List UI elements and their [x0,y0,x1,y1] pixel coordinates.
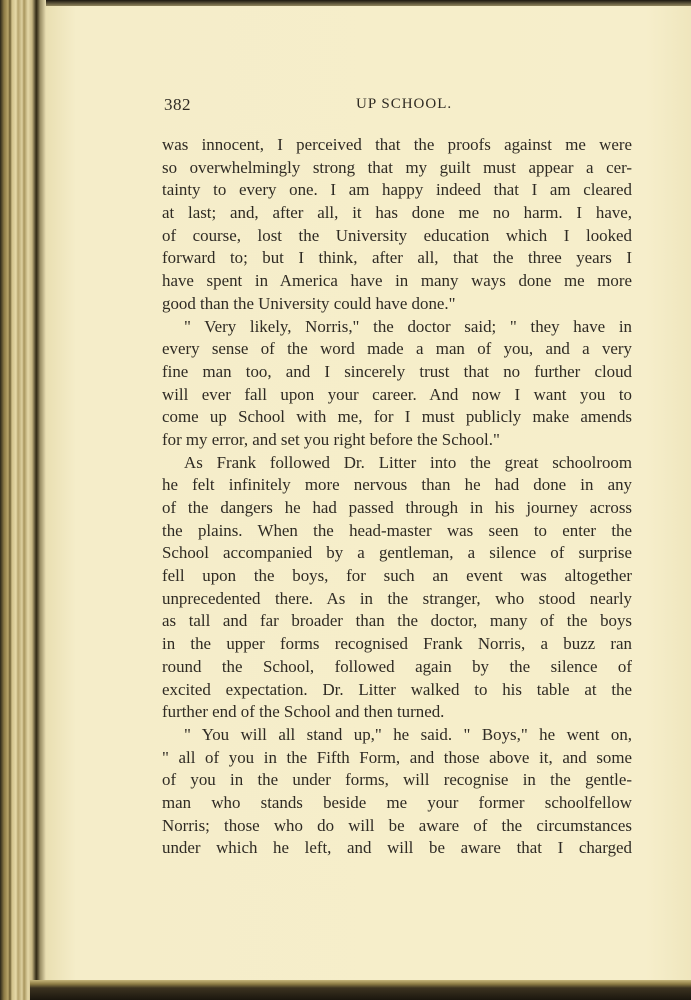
text-line: " Very likely, Norris," the doctor said; " they have in [184,316,632,336]
text-line: School accompanied by a gentleman, a silence of surprise [162,543,632,563]
text-line: further end of the School and then turned. [162,702,445,722]
running-title: UP SCHOOL. [356,96,453,112]
text-line: of the dangers he had passed through in his journey across [162,498,632,517]
running-header [164,95,634,119]
text-line: " all of you in the Fifth Form, and those above it, and some [162,747,632,767]
text-line: Norris; those who do will be aware of the circumstances [162,815,632,835]
text-line: will ever fall upon your career. And now I want you to [162,384,632,404]
text-line: of course, lost the University education which I looked [162,225,632,245]
text-line: was innocent, I perceived that the proofs against me were [162,135,632,154]
text-line: excited expectation. Dr. Litter walked to his table at the [162,679,632,699]
text-line: come up School with me, for I must publicly make amends [162,407,632,427]
text-line: as tall and far broader than the doctor, many of the boys [162,611,632,631]
text-line: in the upper forms recognised Frank Norris, a buzz ran [162,634,632,654]
text-line: at last; and, after all, it has done me no harm. I have, [162,203,632,223]
text-line: As Frank followed Dr. Litter into the great schoolroom [184,452,632,472]
text-line: under which he left, and will be aware that I charged [162,838,632,858]
text-line: for my error, and set you right before the School." [162,429,500,449]
bottom-edge-shadow [30,980,691,1000]
text-line: fine man too, and I sincerely trust that no further cloud [162,361,632,381]
text-line: so overwhelmingly strong that my guilt must appear a cer- [162,157,632,177]
text-line: the plains. When the head-master was seen to enter the [162,520,632,540]
text-line: unprecedented there. As in the stranger, who stood nearly [162,588,632,608]
text-line: he felt infinitely more nervous than he had done in any [162,475,632,495]
text-line: have spent in America have in many ways done me more [162,271,632,291]
text-line: forward to; but I think, after all, that the three years I [162,248,632,268]
text-line: " You will all stand up," he said. " Boys," he went on, [184,724,632,744]
text-line: tainty to every one. I am happy indeed that I am cleared [162,180,632,200]
gutter-shadow [36,0,46,1000]
text-line: of you in the under forms, will recognise in the gentle- [162,770,632,790]
text-line: man who stands beside me your former schoolfellow [162,792,632,812]
body-text [162,134,632,860]
text-line: good than the University could have done." [162,293,456,313]
text-line: fell upon the boys, for such an event was altogether [162,566,632,586]
text-line: round the School, followed again by the silence of [162,656,632,676]
page-number: 382 [164,95,191,114]
text-line: every sense of the word made a man of you, and a very [162,339,632,359]
